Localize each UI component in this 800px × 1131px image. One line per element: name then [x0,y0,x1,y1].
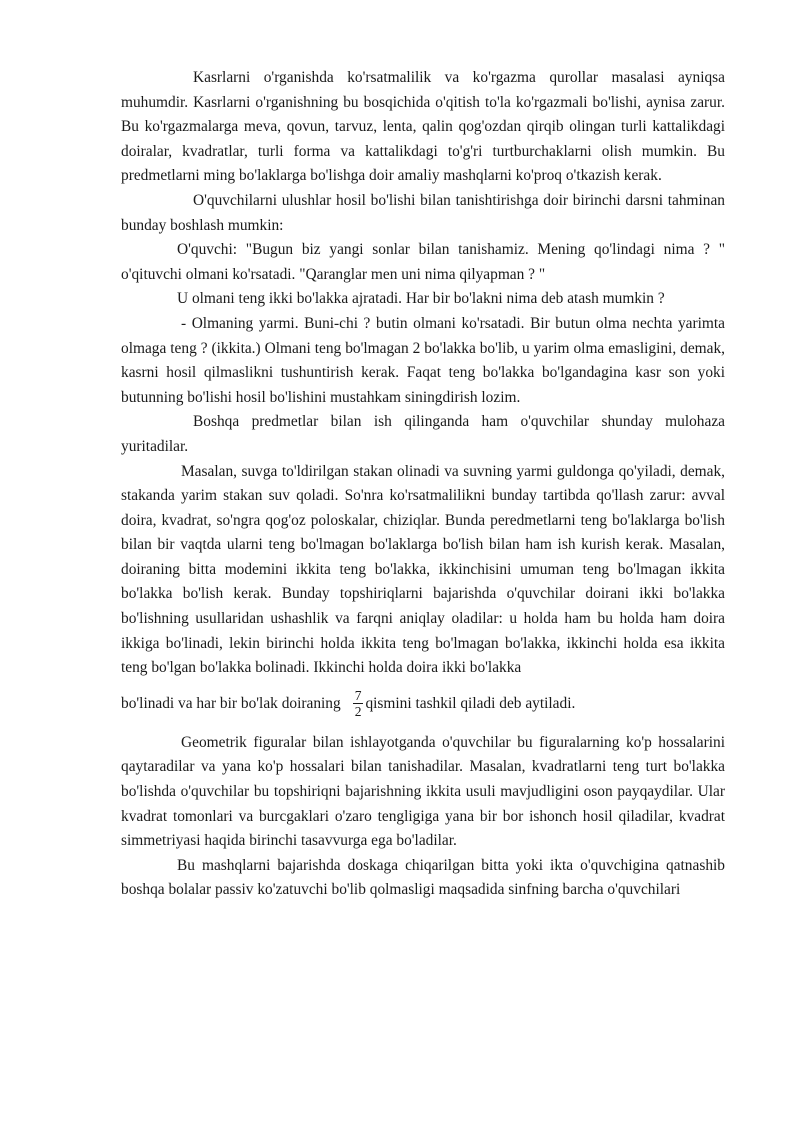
paragraph-visual-aids: Kasrlarni o'rganishda ko'rsatmalilik va ko'rgazma qurollar masalasi ayniqsa muhumdir. Kasrlarni o'rganishning bu bosqichida o'qitish to'la ko'rgazmali bo'lishi, aynisa zarur. Bu ko'rgazmalarga meva, qovun, tarvuz, lenta, qalin qog'ozdan qirqib olingan turli kattalikdagi doiralar, kvadratlar, turli forma va kattalikdagi to'g'ri turtburchaklarni olish mumkin. Bu predmetlarni ming bo'laklarga bo'lishga doir amaliy mashqlarni ko'proq o'tkazish kerak. [121,69,725,185]
paragraph-board-exercises: Bu mashqlarni bajarishda doskaga chiqarilgan bitta yoki ikta o'quvchigina qatnashib boshqa bolalar passiv ko'zatuvchi bo'lib qolmasligi maqsadida sinfning barcha o'quvchilari [121,856,725,899]
fraction-denominator: 2 [354,704,362,720]
paragraph-teacher-speech: O'quvchi: "Bugun biz yangi sonlar bilan tanishamiz. Mening qo'lindagi nima ? " o'qituvchi olmani ko'rsatadi. "Qaranglar men uni nima qilyapman ? " [121,241,725,283]
document-page [121,66,725,903]
paragraph-other-objects: Boshqa predmetlar bilan ish qilinganda ham o'quvchilar shunday mulohaza yuritadilar. [121,413,725,455]
fraction-line [121,685,725,723]
fraction-line-after: qismini tashkil qiladi deb aytiladi. [365,694,576,712]
fraction-line-before: bo'linadi va har bir bo'lak doiraning [121,694,341,712]
fraction [353,688,364,719]
paragraph-first-lesson: O'quvchilarni ulushlar hosil bo'lishi bilan tanishtirishga doir birinchi darsni tahminan bunday boshlash mumkin: [121,191,725,234]
paragraph-apple-split: U olmani teng ikki bo'lakka ajratadi. Har bir bo'lakni nima deb atash mumkin ? [177,290,665,308]
paragraph-glass-example: Masalan, suvga to'ldirilgan stakan olinadi va suvning yarmi guldonga qo'yiladi, demak, stakanda yarim stakan suv qoladi. So'nra ko'rsatmalilikni bunday tartibda qo'llash zarur: avval doira, kvadrat, so'ngra qog'oz poloskalar, chiziqlar. Bunda peredmetlarni teng bo'laklarga bo'lish bilan bir vaqtda ularni teng bo'lmagan bo'laklarga bo'lish bilan ham ish kurish kerak. Masalan, doiraning bitta modemini ikkita teng bo'lakka, ikkinchisini umuman teng bo'lmagan ikkita bo'lakka bo'lish kerak. Bunday topshiriqlarni bajarishda o'quvchilar doirani ikki bo'lakka bo'lishning usullaridan ushashlik va farqni aniqlay oladilar: u holda ham bu holda ham doira ikkiga bo'linadi, lekin birinchi holda ikkita teng bo'lmagan bo'lakka, ikkinchi holda esa ikkita teng bo'lgan bo'lakka bolinadi. Ikkinchi holda doira ikki bo'lakka [121,462,725,677]
fraction-numerator: 7 [354,688,362,704]
paragraph-half-apple: - Olmaning yarmi. Buni-chi ? butin olmani ko'rsatadi. Bir butun olma nechta yarimta olmaga teng ? (ikkita.) Olmani teng bo'lmagan 2 bo'lakka bo'lib, u yarim olma emasligini, demak, kasrni hosil qilmaslikni tushuntirish kerak. Faqat teng bo'lakka bo'lgandagina kasr son yoki butunning bo'lishi hosil bo'lishini mustahkam siningdirish lozim. [121,314,725,406]
paragraph-geometric-figures: Geometrik figuralar bilan ishlayotganda o'quvchilar bu figuralarning ko'p hossalarini qaytaradilar va yana ko'p hossalari bilan tanishadilar. Masalan, kvadratlarni teng turt bo'lakka bo'lishda o'quvchilar bu topshiriqni bajarishning ikkita usuli mavjudligini oson payqaydilar. Ular kvadrat tomonlari va burcgaklari o'zaro tengligiga yana bir bor ishonch hosil qiladilar, kvadrat simmetriyasi haqida birinchi tasavvurga ega bo'ladilar. [121,733,725,850]
